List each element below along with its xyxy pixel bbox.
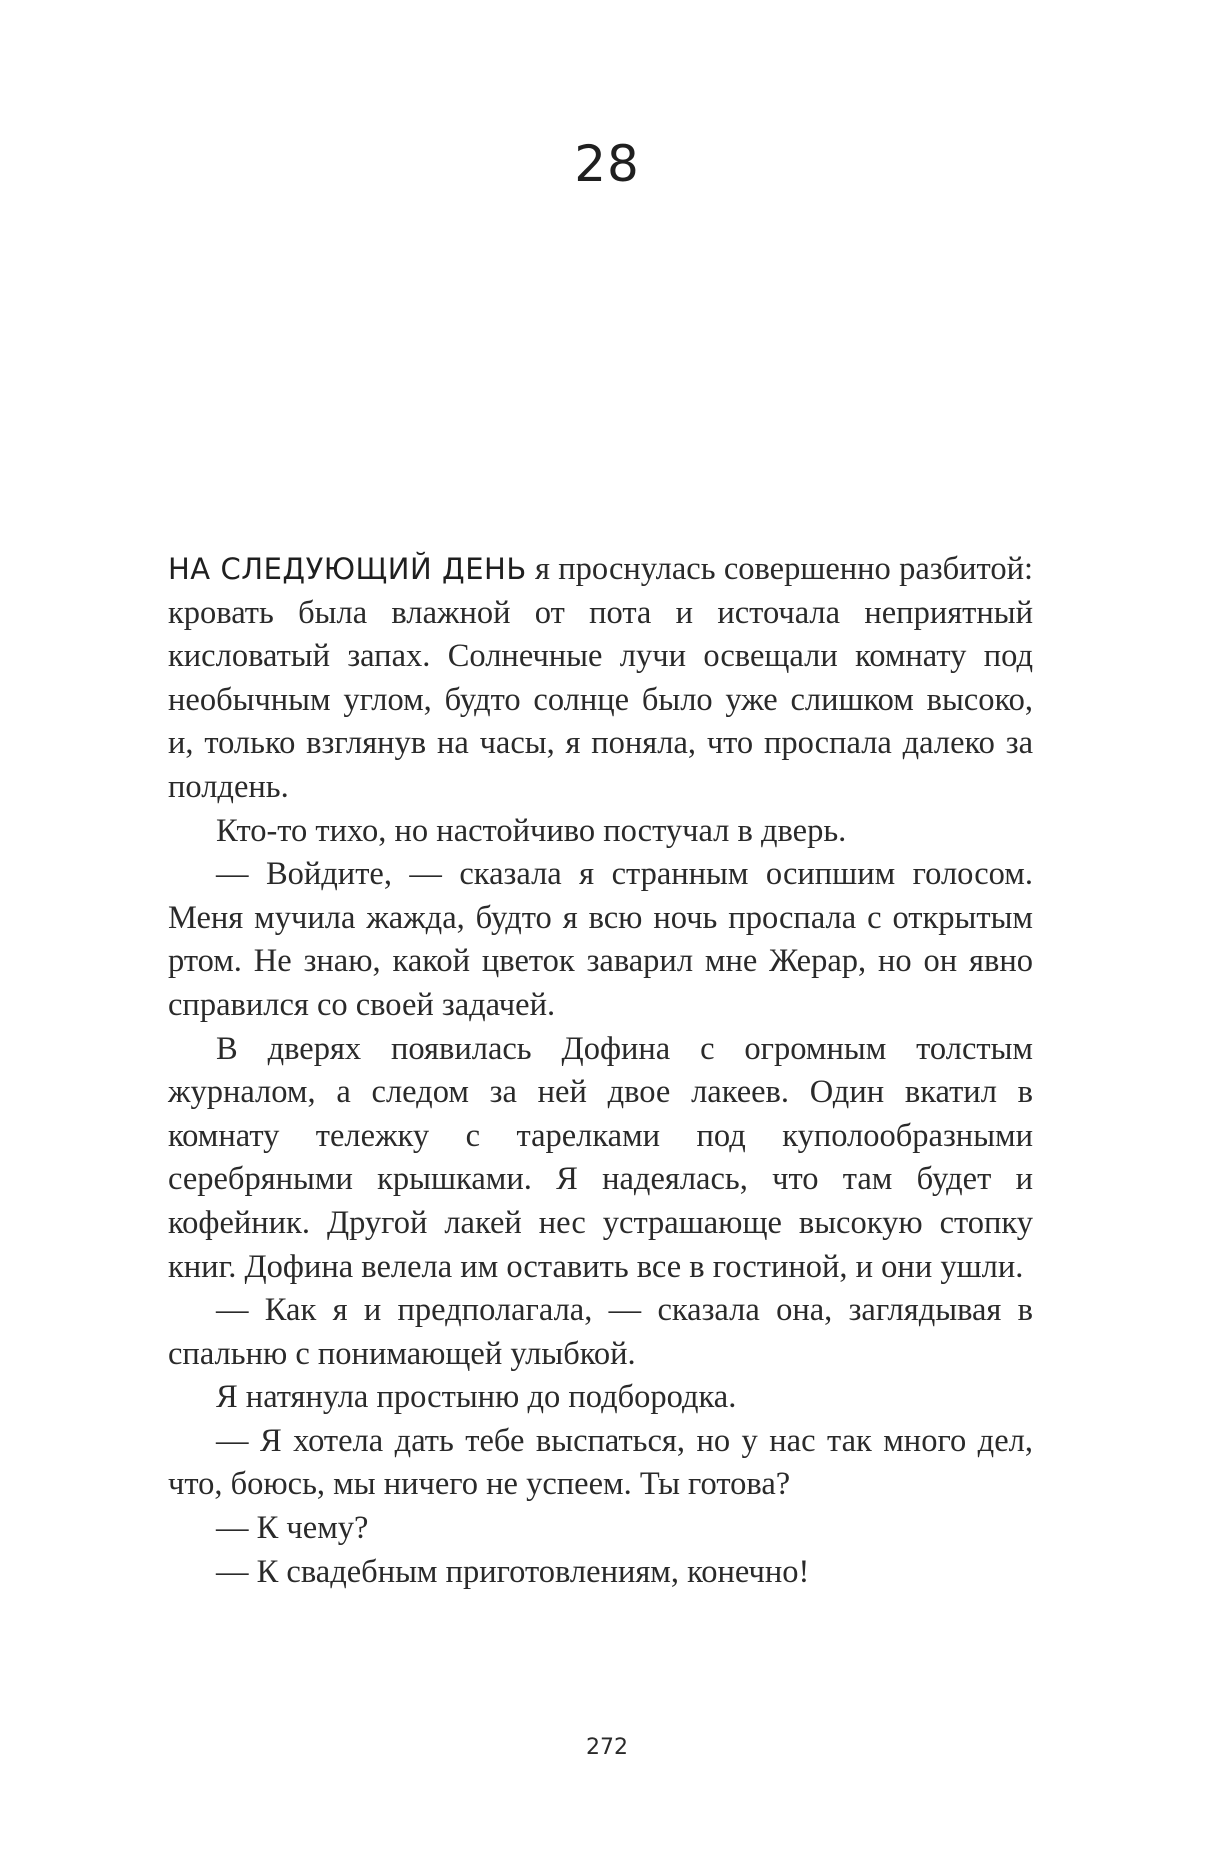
paragraph: — Войдите, — сказала я странным осипшим голосом. Меня мучила жажда, будто я всю ночь проспала с открытым ртом. Не знаю, какой цветок заварил мне Жерар, но он явно справился со своей задачей. [168,856,1033,1023]
lead-in-caps: НА СЛЕДУЮЩИЙ ДЕНЬ [168,552,527,586]
paragraph-text: я проснулась совершенно разбитой: кровать была влажной от пота и источала неприятный кисловатый запах. Солнечные лучи освещали комнату под необычным углом, будто солнце было уже слишком высоко, и, только взглянув на часы, я поняла, что проспала далеко за полдень. [168,551,1033,805]
paragraph: Я натянула простыню до подбородка. [216,1379,737,1416]
paragraph: — Как я и предполагала, — сказала она, заглядывая в спальню с понимающей улыбкой. [168,1292,1033,1372]
paragraph [168,548,1033,810]
paragraph: — К свадебным приготовлениям, конечно! [216,1553,810,1590]
paragraph: — Я хотела дать тебе выспаться, но у нас так много дел, что, боюсь, мы ничего не успеем. Ты готова? [168,1422,1033,1503]
chapter-number: 28 [574,135,640,193]
paragraph: Кто-то тихо, но настойчиво постучал в дверь. [216,812,847,849]
chapter-body [168,548,1033,1594]
page-number: 272 [586,1735,628,1760]
paragraph: В дверях появилась Дофина с огромным толстым журналом, а следом за ней двое лакеев. Один вкатил в комнату тележку с тарелками под куполообразными серебряными крышками. Я надеялась, что там будет и кофейник. Другой лакей нес устрашающе высокую стопку книг. Дофина велела им оставить все в гостиной, и они ушли. [168,1030,1033,1285]
paragraph: — К чему? [216,1510,369,1547]
